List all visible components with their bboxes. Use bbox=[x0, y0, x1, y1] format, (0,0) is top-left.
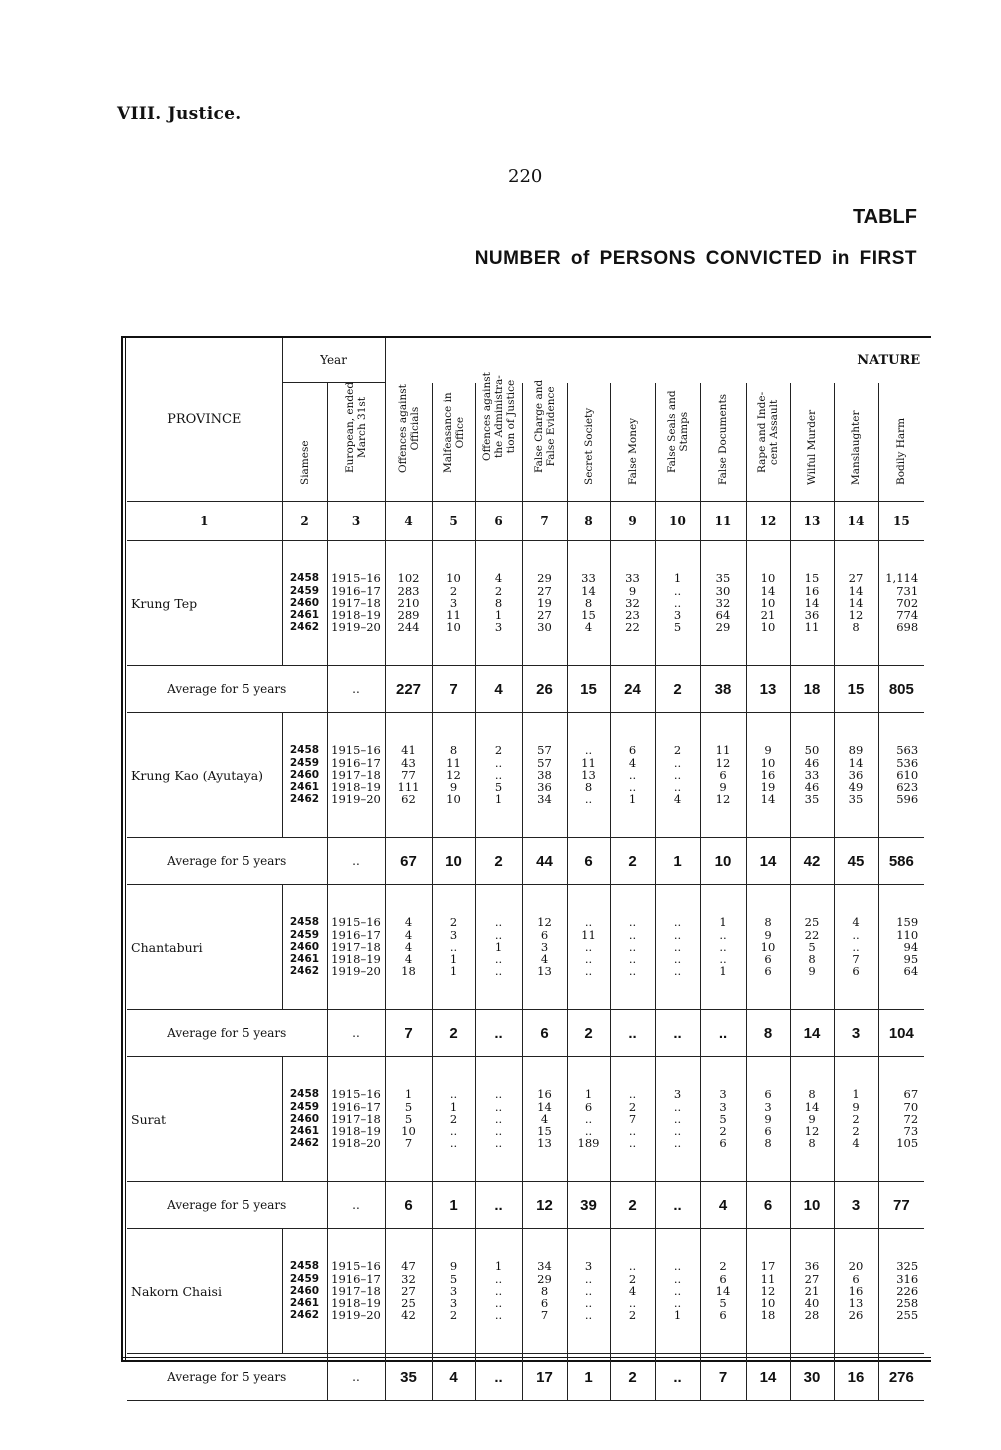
count-cell: .. 1 2 .. .. bbox=[432, 1083, 475, 1155]
average-value: .. bbox=[700, 1010, 746, 1057]
province-name: Nakorn Chaisi bbox=[131, 1283, 222, 1299]
count-cell: 27 14 14 12 8 bbox=[834, 567, 878, 639]
malfeasance-header: Malfeasance in Office bbox=[432, 383, 475, 502]
average-value: 10 bbox=[700, 838, 746, 885]
average-label: Average for 5 years bbox=[127, 1010, 327, 1057]
count-cell: 9 5 3 3 2 bbox=[432, 1255, 475, 1327]
average-value: 2 bbox=[475, 838, 522, 885]
average-value: 6 bbox=[522, 1010, 567, 1057]
count-cell: 6 4 .. .. 1 bbox=[610, 739, 655, 811]
average-value: 30 bbox=[790, 1354, 834, 1401]
count-cell: 89 14 36 49 35 bbox=[834, 739, 878, 811]
column-number: 6 bbox=[475, 502, 522, 541]
average-value: 586 bbox=[878, 838, 924, 885]
average-value: 67 bbox=[385, 838, 432, 885]
average-value: .. bbox=[475, 1010, 522, 1057]
count-cell: 41 43 77 111 62 bbox=[385, 739, 432, 811]
column-number: 4 bbox=[385, 502, 432, 541]
average-dots: .. bbox=[327, 666, 385, 713]
siamese-years: 2458 2459 2460 2461 2462 bbox=[282, 739, 327, 811]
count-cell: 2 6 14 5 6 bbox=[700, 1255, 746, 1327]
count-cell: 57 57 38 36 34 bbox=[522, 739, 567, 811]
count-cell: 36 27 21 40 28 bbox=[790, 1255, 834, 1327]
average-dots: .. bbox=[327, 1010, 385, 1057]
column-number: 11 bbox=[700, 502, 746, 541]
average-value: 7 bbox=[432, 666, 475, 713]
european-years: 1915–16 1916–17 1917–18 1918–19 1918–20 bbox=[327, 1083, 385, 1155]
count-cell: 20 6 16 13 26 bbox=[834, 1255, 878, 1327]
average-value: 2 bbox=[432, 1010, 475, 1057]
european-years: 1915–16 1916–17 1917–18 1918–19 1919–20 bbox=[327, 567, 385, 639]
average-value: 1 bbox=[567, 1354, 610, 1401]
bodily-harm-header: Bodily Harm bbox=[878, 383, 924, 502]
section-title: VIII. Justice. bbox=[117, 104, 242, 124]
average-value: .. bbox=[475, 1354, 522, 1401]
count-cell: 1 .. .. .. .. bbox=[475, 1255, 522, 1327]
column-number: 8 bbox=[567, 502, 610, 541]
average-row bbox=[127, 666, 924, 713]
count-cell: .. 2 4 .. 2 bbox=[610, 1255, 655, 1327]
count-cell: 1 .. .. .. 1 bbox=[700, 911, 746, 983]
average-label: Average for 5 years bbox=[127, 1182, 327, 1229]
average-value: 6 bbox=[746, 1182, 790, 1229]
average-value: 38 bbox=[700, 666, 746, 713]
count-cell: 10 2 3 11 10 bbox=[432, 567, 475, 639]
province-name: Surat bbox=[131, 1111, 167, 1127]
count-cell: 3 .. .. .. .. bbox=[567, 1255, 610, 1327]
count-cell: .. .. .. .. .. bbox=[655, 911, 700, 983]
average-value: 44 bbox=[522, 838, 567, 885]
manslaughter-header: Manslaughter bbox=[834, 383, 878, 502]
offences-justice-header: Offences against the Administra- tion of Justice bbox=[475, 383, 522, 502]
count-cell: 9 10 16 19 14 bbox=[746, 739, 790, 811]
average-value: .. bbox=[655, 1010, 700, 1057]
average-value: 10 bbox=[432, 838, 475, 885]
count-cell: 2 3 .. 1 1 bbox=[432, 911, 475, 983]
average-value: 1 bbox=[655, 838, 700, 885]
count-cell: .. .. .. .. .. bbox=[610, 911, 655, 983]
european-years: 1915–16 1916–17 1917–18 1918–19 1919–20 bbox=[327, 911, 385, 983]
average-value: 4 bbox=[475, 666, 522, 713]
average-value: 7 bbox=[700, 1354, 746, 1401]
count-cell: 1 .. .. 3 5 bbox=[655, 567, 700, 639]
count-cell: 159 110 94 95 64 bbox=[878, 911, 924, 983]
average-value: 8 bbox=[746, 1010, 790, 1057]
average-value: 2 bbox=[610, 1354, 655, 1401]
wilful-murder-header: Wilful Murder bbox=[790, 383, 834, 502]
average-value: 227 bbox=[385, 666, 432, 713]
average-value: 45 bbox=[834, 838, 878, 885]
average-value: 2 bbox=[655, 666, 700, 713]
average-value: 24 bbox=[610, 666, 655, 713]
offences-officials-header: Offences against Officials bbox=[385, 383, 432, 502]
convictions-table bbox=[127, 338, 924, 1401]
nature-header: NATURE bbox=[385, 338, 924, 383]
count-cell: 4 .. .. 7 6 bbox=[834, 911, 878, 983]
average-value: 18 bbox=[790, 666, 834, 713]
average-value: 10 bbox=[790, 1182, 834, 1229]
average-value: 14 bbox=[790, 1010, 834, 1057]
table-title: NUMBER of PERSONS CONVICTED in FIRST bbox=[474, 248, 917, 269]
count-cell: 34 29 8 6 7 bbox=[522, 1255, 567, 1327]
average-value: .. bbox=[655, 1354, 700, 1401]
average-label: Average for 5 years bbox=[127, 1354, 327, 1401]
province-row bbox=[127, 911, 924, 983]
average-value: 2 bbox=[567, 1010, 610, 1057]
column-number: 15 bbox=[878, 502, 924, 541]
average-value: 12 bbox=[522, 1182, 567, 1229]
european-years: 1915–16 1916–17 1917–18 1918–19 1919–20 bbox=[327, 1255, 385, 1327]
count-cell: 15 16 14 36 11 bbox=[790, 567, 834, 639]
province-header: PROVINCE bbox=[127, 338, 282, 502]
count-cell: 29 27 19 27 30 bbox=[522, 567, 567, 639]
average-value: 13 bbox=[746, 666, 790, 713]
average-value: 35 bbox=[385, 1354, 432, 1401]
count-cell: .. .. .. .. .. bbox=[475, 1083, 522, 1155]
column-number: 12 bbox=[746, 502, 790, 541]
average-value: 6 bbox=[567, 838, 610, 885]
count-cell: 3 .. .. .. .. bbox=[655, 1083, 700, 1155]
average-dots: .. bbox=[327, 1182, 385, 1229]
average-value: 26 bbox=[522, 666, 567, 713]
average-value: 6 bbox=[385, 1182, 432, 1229]
count-cell: 6 3 9 6 8 bbox=[746, 1083, 790, 1155]
false-charge-header: False Charge and False Evidence bbox=[522, 383, 567, 502]
average-value: 16 bbox=[834, 1354, 878, 1401]
average-value: .. bbox=[475, 1182, 522, 1229]
false-money-header: False Money bbox=[610, 383, 655, 502]
province-name: Krung Kao (Ayutaya) bbox=[131, 767, 264, 783]
left-rule bbox=[121, 336, 123, 1362]
column-number: 9 bbox=[610, 502, 655, 541]
average-value: 4 bbox=[700, 1182, 746, 1229]
average-value: 7 bbox=[385, 1010, 432, 1057]
average-dots: .. bbox=[327, 838, 385, 885]
average-value: 805 bbox=[878, 666, 924, 713]
average-value: .. bbox=[655, 1182, 700, 1229]
siamese-years: 2458 2459 2460 2461 2462 bbox=[282, 911, 327, 983]
average-value: 3 bbox=[834, 1182, 878, 1229]
count-cell: 8 11 12 9 10 bbox=[432, 739, 475, 811]
count-cell: 102 283 210 289 244 bbox=[385, 567, 432, 639]
siamese-header: Siamese bbox=[282, 383, 327, 502]
average-value: 42 bbox=[790, 838, 834, 885]
column-number: 5 bbox=[432, 502, 475, 541]
average-value: 104 bbox=[878, 1010, 924, 1057]
average-row bbox=[127, 1182, 924, 1229]
average-value: 2 bbox=[610, 1182, 655, 1229]
column-number: 1 bbox=[127, 502, 282, 541]
average-row bbox=[127, 838, 924, 885]
average-value: 4 bbox=[432, 1354, 475, 1401]
average-value: 39 bbox=[567, 1182, 610, 1229]
count-cell: 563 536 610 623 596 bbox=[878, 739, 924, 811]
average-value: 15 bbox=[567, 666, 610, 713]
count-cell: 2 .. .. .. 4 bbox=[655, 739, 700, 811]
average-value: 17 bbox=[522, 1354, 567, 1401]
siamese-years: 2458 2459 2460 2461 2462 bbox=[282, 1255, 327, 1327]
count-cell: 12 6 3 4 13 bbox=[522, 911, 567, 983]
province-row bbox=[127, 567, 924, 639]
province-row bbox=[127, 1255, 924, 1327]
average-label: Average for 5 years bbox=[127, 838, 327, 885]
average-value: 3 bbox=[834, 1010, 878, 1057]
secret-society-header: Secret Society bbox=[567, 383, 610, 502]
column-number: 3 bbox=[327, 502, 385, 541]
province-row bbox=[127, 739, 924, 811]
count-cell: 67 70 72 73 105 bbox=[878, 1083, 924, 1155]
count-cell: 11 12 6 9 12 bbox=[700, 739, 746, 811]
count-cell: 4 2 8 1 3 bbox=[475, 567, 522, 639]
count-cell: 8 14 9 12 8 bbox=[790, 1083, 834, 1155]
average-value: 77 bbox=[878, 1182, 924, 1229]
average-row bbox=[127, 1010, 924, 1057]
count-cell: 1 9 2 2 4 bbox=[834, 1083, 878, 1155]
count-cell: 1 5 5 10 7 bbox=[385, 1083, 432, 1155]
column-number: 10 bbox=[655, 502, 700, 541]
count-cell: 47 32 27 25 42 bbox=[385, 1255, 432, 1327]
count-cell: 1,114 731 702 774 698 bbox=[878, 567, 924, 639]
count-cell: 2 .. .. 5 1 bbox=[475, 739, 522, 811]
count-cell: .. .. 1 .. .. bbox=[475, 911, 522, 983]
average-value: .. bbox=[610, 1010, 655, 1057]
column-number: 7 bbox=[522, 502, 567, 541]
count-cell: 25 22 5 8 9 bbox=[790, 911, 834, 983]
average-dots: .. bbox=[327, 1354, 385, 1401]
average-value: 14 bbox=[746, 838, 790, 885]
european-header bbox=[327, 383, 385, 502]
count-cell: 1 6 .. .. 189 bbox=[567, 1083, 610, 1155]
average-value: 1 bbox=[432, 1182, 475, 1229]
european-label: European, ended March 31st bbox=[344, 381, 368, 473]
average-value: 2 bbox=[610, 838, 655, 885]
average-value: 15 bbox=[834, 666, 878, 713]
count-cell: .. 11 .. .. .. bbox=[567, 911, 610, 983]
column-number: 14 bbox=[834, 502, 878, 541]
count-cell: 16 14 4 15 13 bbox=[522, 1083, 567, 1155]
column-number: 2 bbox=[282, 502, 327, 541]
false-seals-header: False Seals and Stamps bbox=[655, 383, 700, 502]
count-cell: 4 4 4 4 18 bbox=[385, 911, 432, 983]
province-name: Chantaburi bbox=[131, 939, 203, 955]
average-value: 14 bbox=[746, 1354, 790, 1401]
count-cell: .. 11 13 8 .. bbox=[567, 739, 610, 811]
false-documents-header: False Documents bbox=[700, 383, 746, 502]
count-cell: 33 14 8 15 4 bbox=[567, 567, 610, 639]
european-years: 1915–16 1916–17 1917–18 1918–19 1919–20 bbox=[327, 739, 385, 811]
count-cell: 3 3 5 2 6 bbox=[700, 1083, 746, 1155]
page-number: 220 bbox=[508, 166, 543, 187]
count-cell: 33 9 32 23 22 bbox=[610, 567, 655, 639]
column-number: 13 bbox=[790, 502, 834, 541]
count-cell: 50 46 33 46 35 bbox=[790, 739, 834, 811]
count-cell: 10 14 10 21 10 bbox=[746, 567, 790, 639]
average-row bbox=[127, 1354, 924, 1401]
province-name: Krung Tep bbox=[131, 595, 198, 611]
average-label: Average for 5 years bbox=[127, 666, 327, 713]
count-cell: .. 2 7 .. .. bbox=[610, 1083, 655, 1155]
province-row bbox=[127, 1083, 924, 1155]
count-cell: 17 11 12 10 18 bbox=[746, 1255, 790, 1327]
table-label: TABLF bbox=[852, 206, 917, 228]
siamese-years: 2458 2459 2460 2461 2462 bbox=[282, 567, 327, 639]
count-cell: .. .. .. .. 1 bbox=[655, 1255, 700, 1327]
siamese-years: 2458 2459 2460 2461 2462 bbox=[282, 1083, 327, 1155]
count-cell: 325 316 226 258 255 bbox=[878, 1255, 924, 1327]
count-cell: 8 9 10 6 6 bbox=[746, 911, 790, 983]
rape-header: Rape and Inde- cent Assault bbox=[746, 383, 790, 502]
left-rule-inner bbox=[125, 336, 126, 1362]
count-cell: 35 30 32 64 29 bbox=[700, 567, 746, 639]
year-header: Year bbox=[282, 338, 385, 383]
average-value: 276 bbox=[878, 1354, 924, 1401]
